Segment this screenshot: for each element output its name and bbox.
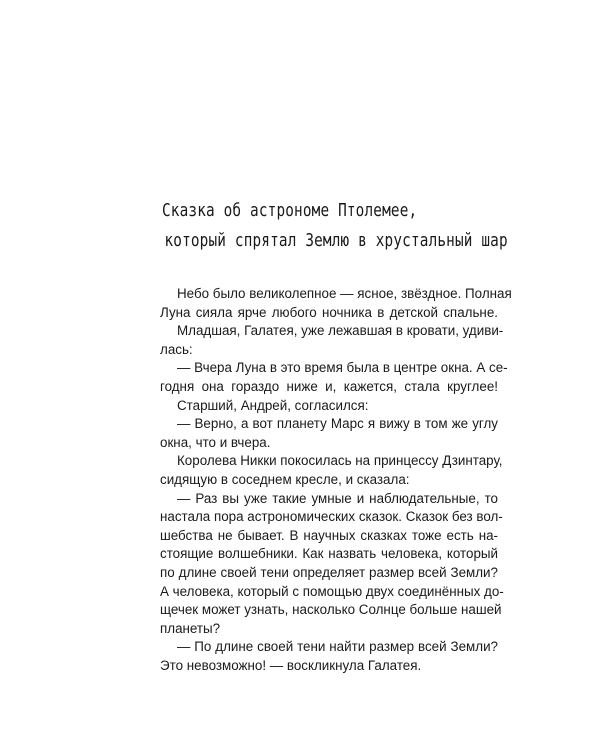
chapter-body	[160, 285, 512, 675]
text-line: Это невозможно! — воскликнула Галатея.	[160, 657, 422, 673]
text-line: планеты?	[160, 620, 221, 636]
text-line: Младшая, Галатея, уже лежавшая в кровати, удиви-	[177, 323, 504, 339]
text-line: А человека, который с помощью двух соединённых до-	[160, 583, 504, 599]
chapter-title-line-1: Сказка об астрономе Птолемее,	[162, 201, 418, 221]
text-line: шебства не бывает. В научных сказках тоже есть на-	[160, 527, 498, 543]
chapter-title-line-2: который спрятал Землю в хрустальный шар	[164, 231, 508, 251]
text-line: Старший, Андрей, согласился:	[177, 397, 369, 413]
text-line: стоящие волшебники. Как назвать человека, который	[160, 546, 498, 562]
text-line: — По длине своей тени найти размер всей Земли?	[177, 639, 498, 655]
text-line: сидящую в соседнем кресле, и сказала:	[160, 471, 410, 487]
text-line: — Раз вы уже такие умные и наблюдательные, то	[177, 490, 498, 506]
text-line: окна, что и вчера.	[160, 434, 271, 450]
text-line: лась:	[160, 341, 193, 357]
text-line: щечек может узнать, насколько Солнце больше нашей	[160, 602, 502, 618]
text-line: Небо было великолепное — ясное, звёздное. Полная	[177, 286, 512, 301]
text-line: Королева Никки покосилась на принцессу Дзинтару,	[177, 453, 503, 469]
text-line: по длине своей тени определяет размер всей Земли?	[160, 564, 498, 580]
text-line: настала пора астрономических сказок. Сказок без вол-	[160, 509, 503, 525]
text-line: — Вчера Луна в это время была в центре окна. А се-	[177, 360, 508, 376]
chapter-title	[162, 196, 508, 256]
text-line: — Верно, а вот планету Марс я вижу в том же углу	[177, 416, 498, 432]
text-line: Луна сияла ярче любого ночника в детской спальне.	[160, 304, 498, 320]
text-line: годня она гораздо ниже и, кажется, стала круглее!	[160, 378, 498, 394]
